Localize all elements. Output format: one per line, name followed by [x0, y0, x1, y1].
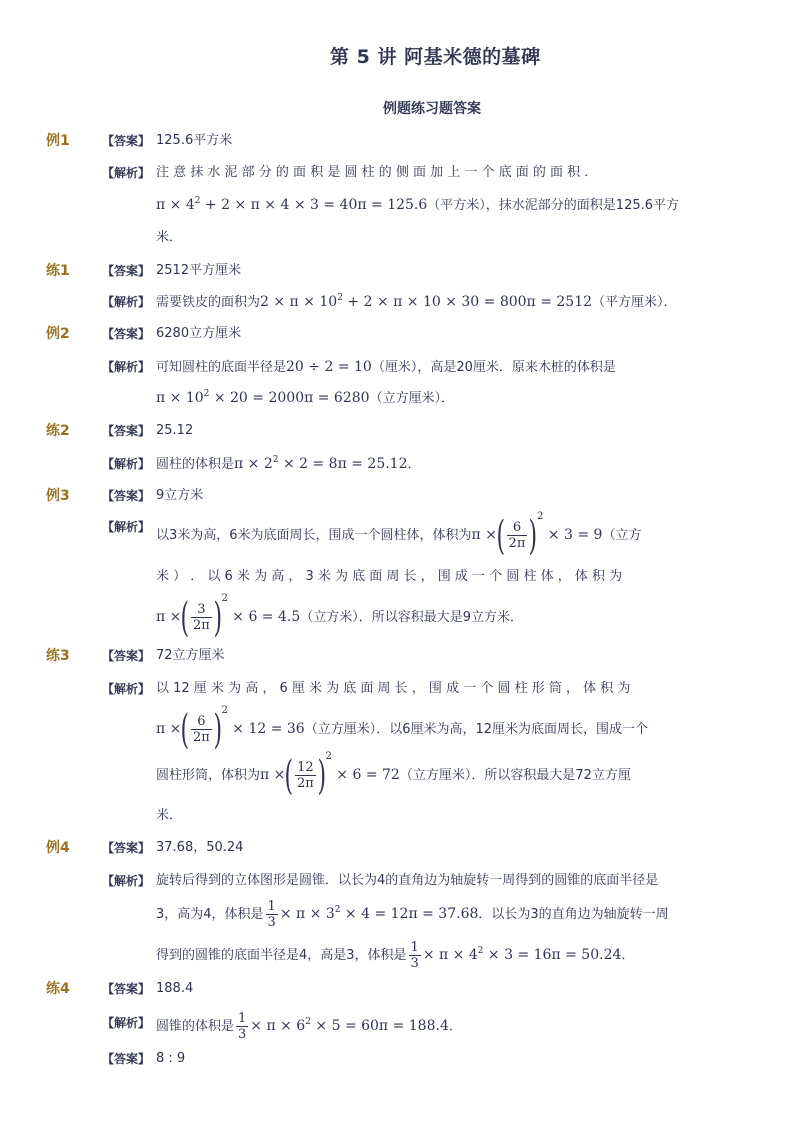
formula: $\pi \times 4^2 + 2 \times \pi \times 4 \times 3 = 40\pi = 125.6$: [156, 196, 428, 213]
analysis-tag: 【 解析 】: [102, 163, 150, 183]
answer-tag: 【 答案 】: [102, 324, 150, 344]
analysis-line: 可知圆柱的底面半径是20 ÷ 2 = 10（厘米），高是20厘米．原来木桩的体积是: [156, 359, 616, 375]
formula: × $\pi \times 3^2 \times 4 = 12\pi = 37.68$: [279, 905, 479, 922]
analysis-tag: 【 解析 】: [102, 871, 150, 891]
answer-text: 9立方米: [156, 488, 204, 503]
analysis-line: 圆柱形筒，体积为π ×( $\frac{12}{2\pi}$ )$^2$ × 6 = 72（立方厘米）．所以容积最大是72立方厘: [156, 751, 631, 799]
answer-text: 6280立方厘米: [156, 326, 242, 341]
answer-tag: 【 答案 】: [102, 979, 150, 999]
analysis-line: 米 ） ． 以 6 米 为 高 ， 3 米 为 底 面 周 长 ， 围 成 一 个 圆 柱 体 ， 体 积 为: [156, 569, 623, 584]
analysis-line: [156, 195, 679, 216]
entry-label: 练1: [46, 263, 70, 279]
formula: × $\pi \times 4^2 \times 3 = 16\pi = 50.24$: [422, 946, 622, 963]
answer-text: 37.68，50.24: [156, 840, 244, 855]
analysis-line: 米．: [156, 230, 183, 245]
analysis-text: （平方米），抹水泥部分的面积是125.6平方: [427, 198, 680, 213]
formula: π ×: [260, 767, 286, 783]
analysis-line: 圆锥的体积是 $\frac{1}{3}$ × $\pi \times 6^2 \times 5 = 60\pi = 188.4$．: [156, 1011, 462, 1042]
fraction: $\frac{1}{3}$: [410, 940, 419, 971]
formula: $\pi \times 10^2 \times 20 = 2000\pi = 6280$: [156, 389, 370, 406]
fraction: $\frac{6}{2\pi}$: [508, 520, 526, 551]
fraction: $\frac{1}{3}$: [238, 1011, 247, 1042]
analysis-tag: 【 解析 】: [102, 1013, 150, 1033]
answer-text: 188.4: [156, 981, 194, 996]
formula: π ×: [156, 609, 182, 625]
fraction: $\frac{12}{2\pi}$: [297, 760, 314, 791]
analysis-line: 米．: [156, 808, 183, 823]
analysis-line: 得到的圆锥的底面半径是4，高是3，体积是 $\frac{1}{3}$ × $\pi \times 4^2 \times 3 = 16\pi = 50.24$．: [156, 940, 635, 971]
analysis-line: 注 意 抹 水 泥 部 分 的 面 积 是 圆 柱 的 侧 面 加 上 一 个 底 面 的 面 积 ．: [156, 165, 598, 180]
analysis-line: $\pi \times 10^2 \times 20 = 2000\pi = 6280$（立方厘米）．: [156, 389, 455, 406]
answer-tag: 【 答案 】: [102, 486, 150, 506]
fraction: $\frac{1}{3}$: [267, 899, 276, 930]
answer-tag: 【 答案 】: [102, 838, 150, 858]
analysis-line: 3，高为4，体积是 $\frac{1}{3}$ × $\pi \times 3^2 \times 4 = 12\pi = 37.68$．以长为3的直角边为轴旋转一周: [156, 899, 669, 930]
answer-tag: 【 答案 】: [102, 131, 150, 151]
answer-tag: 【 答案 】: [102, 421, 150, 441]
analysis-line: π ×( $\frac{6}{2\pi}$ )$^2$ × 12 = 36（立方厘米）．以6厘米为高，12厘米为底面周长，围成一个: [156, 705, 649, 753]
entry-label: 例3: [46, 488, 70, 504]
entry-label: 例2: [46, 326, 70, 342]
answer-text: 8 : 9: [156, 1051, 186, 1066]
page-subtitle: 例题练习题答案: [383, 101, 481, 117]
analysis-line: 需要铁皮的面积为$2 \times \pi \times 10^2 + 2 \times \pi \times 10 \times 30 = 800\pi = 2512$（平方厘米）．: [156, 293, 677, 310]
answer-text: 125.6平方米: [156, 133, 233, 148]
formula: π ×: [471, 527, 497, 543]
analysis-tag: 【 解析 】: [102, 357, 150, 377]
entry-label: 练2: [46, 423, 70, 439]
analysis-tag: 【 解析 】: [102, 517, 150, 537]
formula: 20 ÷ 2 = 10: [286, 359, 372, 375]
answer-tag: 【 答案 】: [102, 646, 150, 666]
analysis-tag: 【 解析 】: [102, 292, 150, 312]
answer-text: 72立方厘米: [156, 648, 225, 663]
analysis-tag: 【 解析 】: [102, 454, 150, 474]
answer-tag: 【 答案 】: [102, 261, 150, 281]
entry-label: 例4: [46, 840, 70, 856]
analysis-line: 旋转后得到的立体图形是圆锥．以长为4的直角边为轴旋转一周得到的圆锥的底面半径是: [156, 873, 659, 888]
analysis-line: 圆柱的体积是$\pi \times 2^2 \times 2 = 8\pi = 25.12$．: [156, 455, 421, 472]
analysis-line: π ×( $\frac{3}{2\pi}$ )$^2$ × 6 = 4.5（立方米）．所以容积最大是9立方米．: [156, 593, 524, 641]
analysis-tag: 【 解析 】: [102, 679, 150, 699]
analysis-line: 以3米为高，6米为底面周长，围成一个圆柱体，体积为π ×( $\frac{6}{2\pi}$ )$^2$ × 3 = 9（立方: [156, 511, 642, 559]
answer-text: 25.12: [156, 423, 194, 438]
analysis-line: 以 12 厘 米 为 高 ， 6 厘 米 为 底 面 周 长 ， 围 成 一 个 圆 柱 形 筒 ， 体 积 为: [156, 681, 631, 696]
formula: $2 \times \pi \times 10^2 + 2 \times \pi \times 10 \times 30 = 800\pi = 2512$: [260, 293, 593, 310]
answer-tag: 【 答案 】: [102, 1049, 150, 1069]
entry-label: 练3: [46, 648, 70, 664]
formula: × $\pi \times 6^2 \times 5 = 60\pi = 188.4$: [250, 1017, 449, 1034]
fraction: $\frac{3}{2\pi}$: [193, 602, 210, 633]
entry-label: 例1: [46, 133, 70, 149]
entry-label: 练4: [46, 981, 70, 997]
page-title: 第 5 讲 阿基米德的墓碑: [330, 46, 541, 68]
formula: π ×: [156, 721, 182, 737]
answer-text: 2512平方厘米: [156, 263, 242, 278]
fraction: $\frac{6}{2\pi}$: [193, 714, 210, 745]
formula: $\pi \times 2^2 \times 2 = 8\pi = 25.12$: [234, 455, 408, 472]
